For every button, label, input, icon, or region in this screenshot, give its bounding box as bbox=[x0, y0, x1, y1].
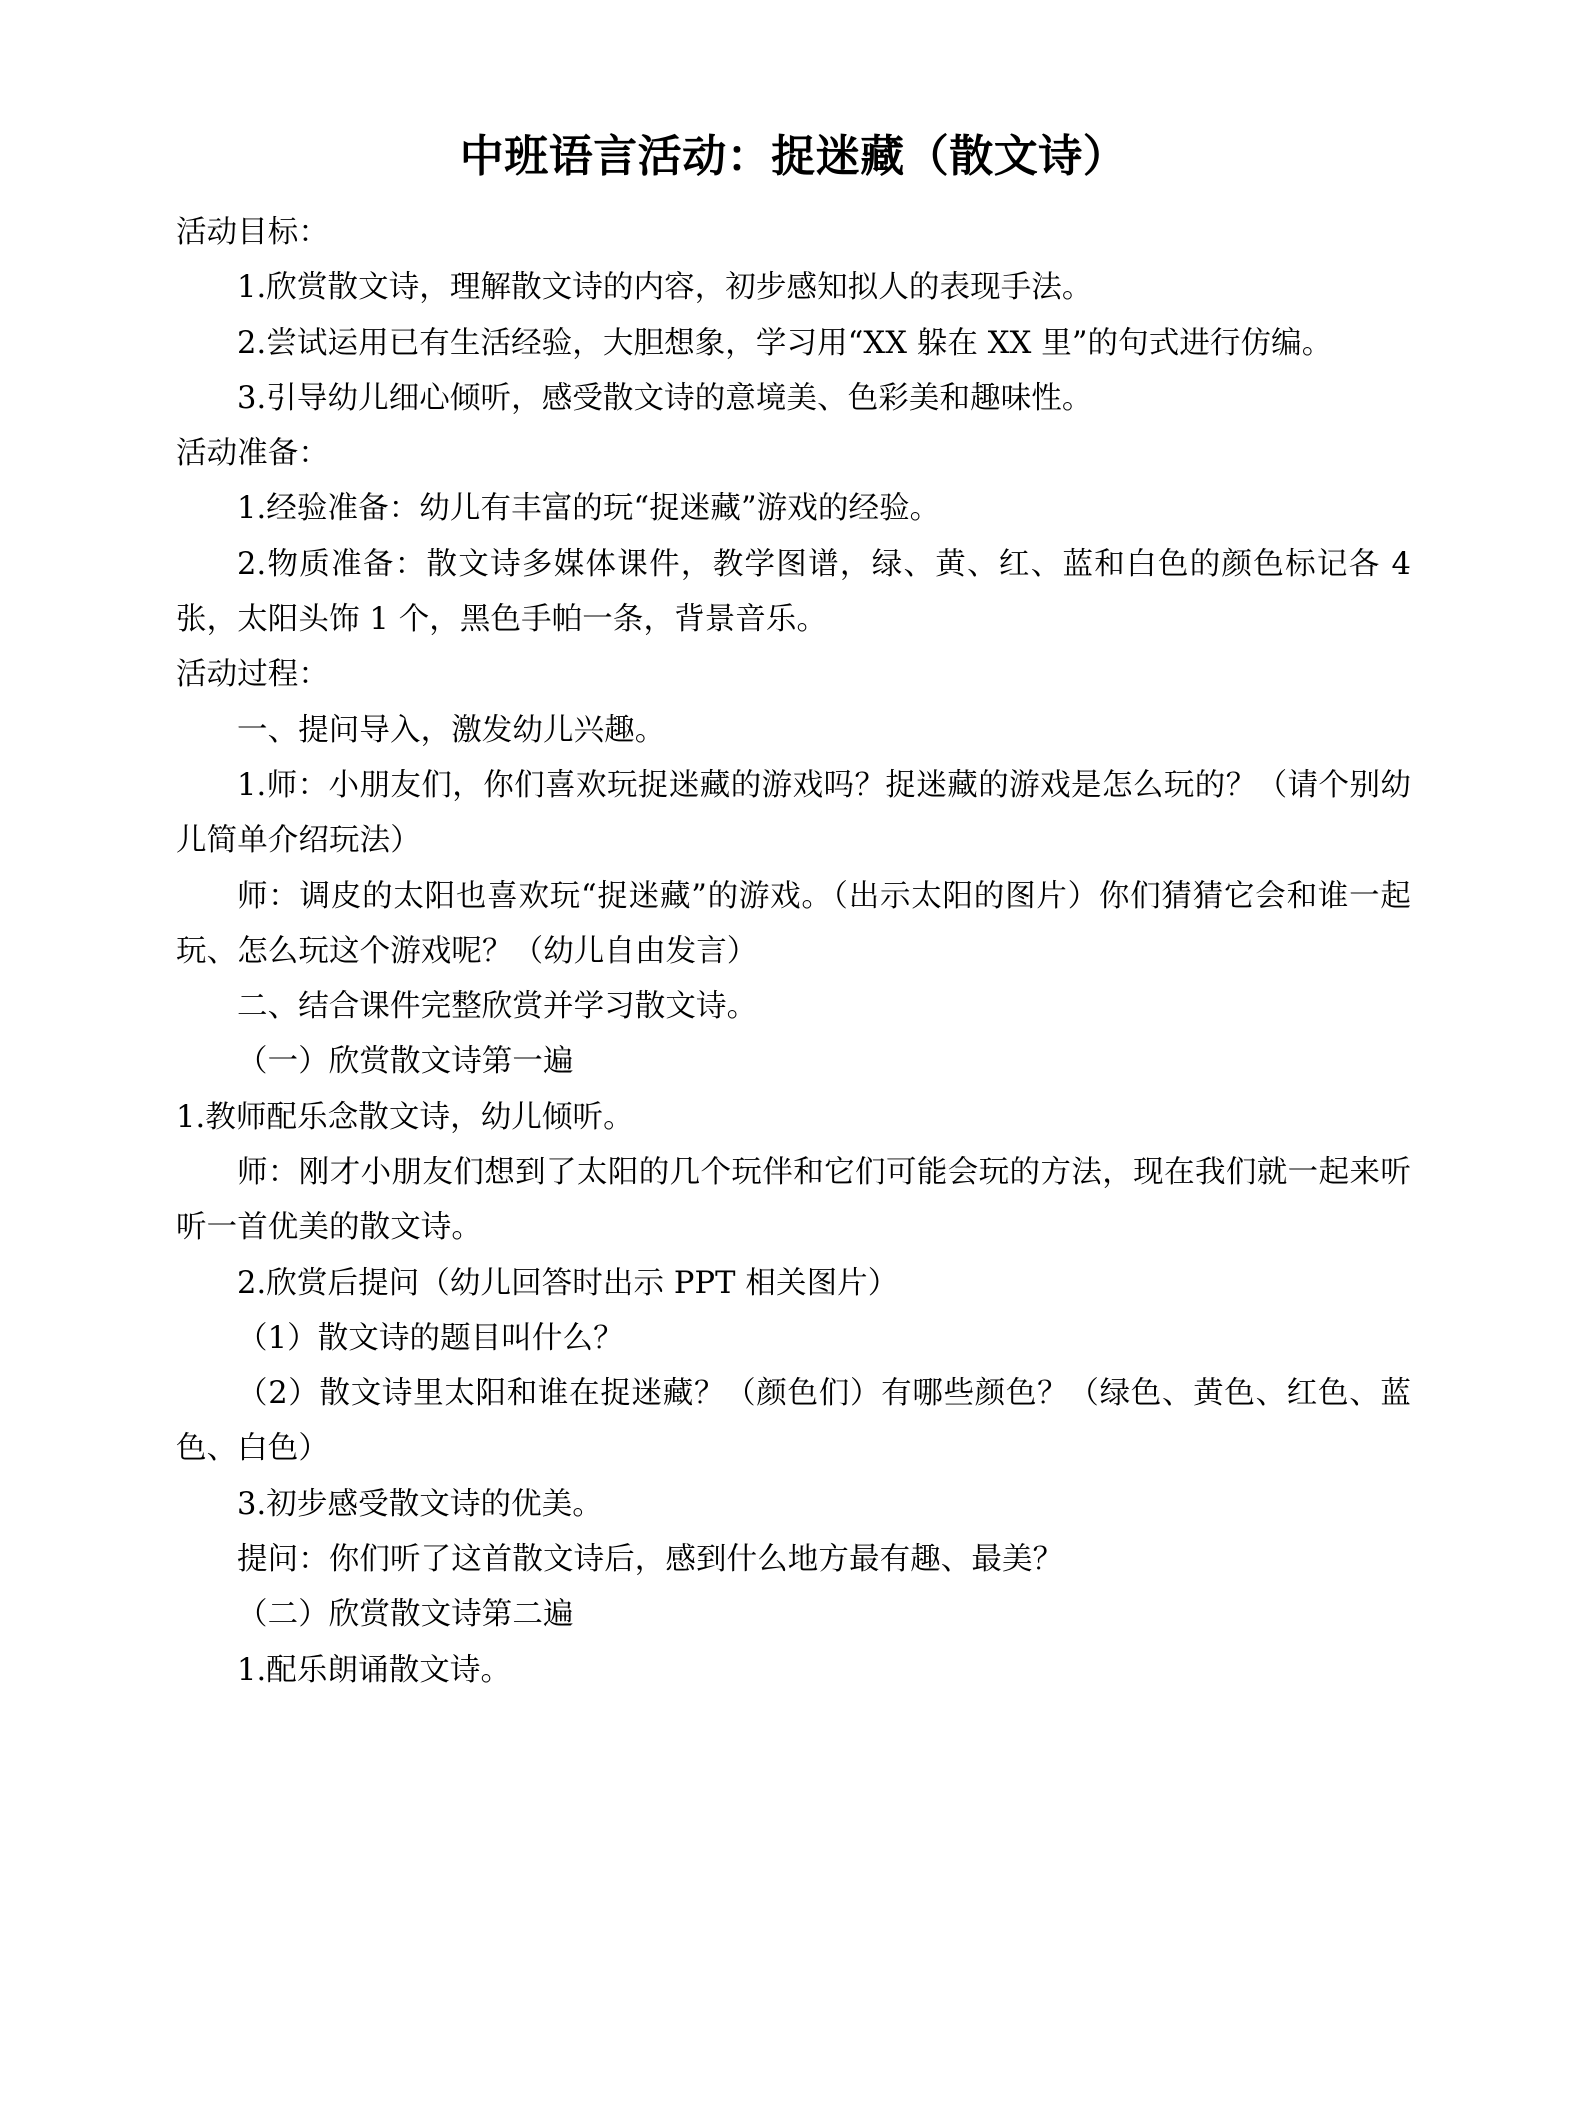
paragraph-step-2-a-1: 1.教师配乐念散文诗，幼儿倾听。 bbox=[176, 1099, 634, 1135]
paragraph-goal-3: 3.引导幼儿细心倾听，感受散文诗的意境美、色彩美和趣味性。 bbox=[237, 380, 1093, 416]
page-title: 中班语言活动：捉迷藏（散文诗） bbox=[459, 131, 1128, 182]
paragraph-goal-1: 1.欣赏散文诗，理解散文诗的内容，初步感知拟人的表现手法。 bbox=[237, 270, 1093, 306]
paragraph-step-1-heading: 一、提问导入，激发幼儿兴趣。 bbox=[237, 712, 666, 748]
paragraph-step-2-a-1-note: 师：刚才小朋友们想到了太阳的几个玩伴和它们可能会玩的方法，现在我们就一起来听听一首优美的散文诗。 bbox=[176, 1155, 1411, 1246]
paragraph-goals-heading: 活动目标： bbox=[176, 214, 329, 250]
paragraph-step-2-b-1: 1.配乐朗诵散文诗。 bbox=[237, 1652, 512, 1688]
paragraph-step-2-a: （一）欣赏散文诗第一遍 bbox=[237, 1044, 574, 1080]
paragraph-step-1-q2: 师：调皮的太阳也喜欢玩“捉迷藏”的游戏。（出示太阳的图片）你们猜猜它会和谁一起玩、怎么玩这个游戏呢？（幼儿自由发言） bbox=[176, 878, 1411, 969]
paragraph-process-heading: 活动过程： bbox=[176, 657, 329, 693]
document-body bbox=[176, 205, 1411, 1698]
paragraph-step-2-b: （二）欣赏散文诗第二遍 bbox=[237, 1597, 574, 1633]
paragraph-step-2-a-3: 3.初步感受散文诗的优美。 bbox=[237, 1486, 603, 1522]
paragraph-prep-heading: 活动准备： bbox=[176, 436, 329, 472]
paragraph-step-1-q1: 1.师：小朋友们，你们喜欢玩捉迷藏的游戏吗？捉迷藏的游戏是怎么玩的？（请个别幼儿简单介绍玩法） bbox=[176, 767, 1411, 859]
paragraph-step-2-a-2: 2.欣赏后提问（幼儿回答时出示 PPT 相关图片） bbox=[237, 1265, 899, 1301]
paragraph-step-2-a-2-q1: （1）散文诗的题目叫什么？ bbox=[237, 1320, 624, 1356]
paragraph-step-2-a-2-q2: （2）散文诗里太阳和谁在捉迷藏？（颜色们）有哪些颜色？（绿色、黄色、红色、蓝色、白色） bbox=[176, 1376, 1411, 1467]
paragraph-prep-2: 2.物质准备：散文诗多媒体课件，教学图谱，绿、黄、红、蓝和白色的颜色标记各 4 张，太阳头饰 1 个，黑色手帕一条，背景音乐。 bbox=[176, 546, 1411, 638]
paragraph-step-2-a-3-q: 提问：你们听了这首散文诗后，感到什么地方最有趣、最美？ bbox=[237, 1542, 1064, 1578]
paragraph-step-2-heading: 二、结合课件完整欣赏并学习散文诗。 bbox=[237, 989, 758, 1025]
paragraph-goal-2: 2.尝试运用已有生活经验，大胆想象，学习用“XX 躲在 XX 里”的句式进行仿编。 bbox=[237, 325, 1333, 361]
paragraph-prep-1: 1.经验准备：幼儿有丰富的玩“捉迷藏”游戏的经验。 bbox=[237, 491, 941, 527]
